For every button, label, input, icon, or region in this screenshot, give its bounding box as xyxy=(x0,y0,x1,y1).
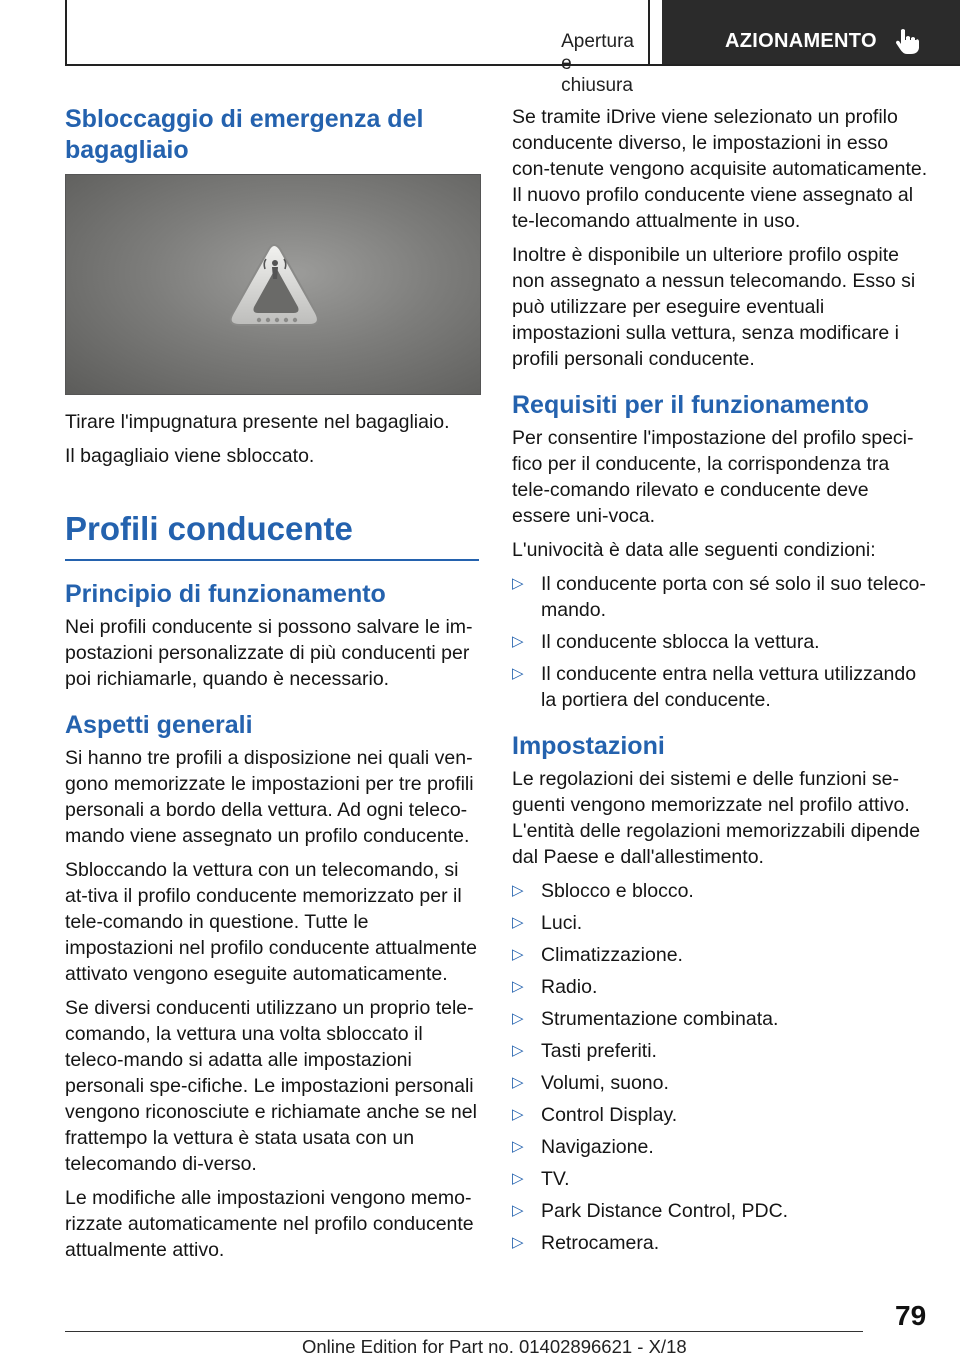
list-item xyxy=(512,1070,928,1096)
paragraph-conditions: L'univocità è data alle seguenti condizioni: xyxy=(512,539,876,561)
page-number: 79 xyxy=(895,1300,927,1331)
list-item-text: Climatizzazione. xyxy=(541,944,683,966)
bullet-triangle-icon: ▷ xyxy=(512,978,524,995)
bullet-triangle-icon: ▷ xyxy=(512,1106,524,1123)
list-item-text: Control Display. xyxy=(541,1104,678,1126)
paragraph-guest-profile: Inoltre è disponibile un ulteriore profilo ospite non assegnato a nessun telecomando. Esso si può utilizzare per eseguire eventuali impostazioni sulla vettura, senza modificare i profili personali conducente. xyxy=(512,244,916,370)
list-item-text: Il conducente porta con sé solo il suo teleco-mando. xyxy=(541,573,926,621)
list-item-text: Retrocamera. xyxy=(541,1232,660,1254)
list-item-text: Navigazione. xyxy=(541,1136,654,1158)
footer-rule xyxy=(65,1331,863,1332)
list-item xyxy=(512,1006,928,1032)
heading-settings: Impostazioni xyxy=(512,732,665,760)
bullet-triangle-icon: ▷ xyxy=(512,1074,524,1091)
list-item xyxy=(512,1102,928,1128)
bullet-triangle-icon: ▷ xyxy=(512,575,524,592)
right-column xyxy=(512,104,928,1264)
list-item xyxy=(512,974,928,1000)
trunk-emergency-handle-photo xyxy=(65,174,481,395)
paragraph-requirements: Per consentire l'impostazione del profilo speci-fico per il conducente, la corrispondenza tra tele-comando rilevato e conducente deve essere uni-voca. xyxy=(512,427,914,527)
settings-list xyxy=(512,878,928,1256)
header-section-label: Apertura e chiusura xyxy=(561,31,634,96)
header-chapter-label: AZIONAMENTO xyxy=(725,30,877,52)
bullet-triangle-icon: ▷ xyxy=(512,1010,524,1027)
heading-requirements: Requisiti per il funzionamento xyxy=(512,391,869,419)
paragraph-general-3: Se diversi conducenti utilizzano un proprio tele-comando, la vettura una volta sbloccato il teleco-mando si adatta alle impostazioni personali spe-cifiche. Le impostazioni personali vengono riconosciute e richiamate anche se nel frattempo la vettura è stata usata con un telecomando di-verso. xyxy=(65,997,477,1175)
paragraph-general-2: Sbloccando la vettura con un telecomando, si at-tiva il profilo conducente memorizzato per il tele-comando in questione. Tutte le impostazioni nel profilo conducente attualmente attivato vengono eseguite automaticamente. xyxy=(65,859,477,985)
list-item-text: Tasti preferiti. xyxy=(541,1040,657,1062)
bullet-triangle-icon: ▷ xyxy=(512,1234,524,1251)
list-item-text: Radio. xyxy=(541,976,598,998)
paragraph-trunk-2: Il bagagliaio viene sbloccato. xyxy=(65,445,315,467)
pointing-hand-icon xyxy=(893,26,923,56)
heading-general: Aspetti generali xyxy=(65,711,253,739)
list-item xyxy=(512,571,928,623)
list-item-text: Luci. xyxy=(541,912,583,934)
heading-driver-profiles: Profili conducente xyxy=(65,510,353,547)
paragraph-idrive: Se tramite iDrive viene selezionato un profilo conducente diverso, le impostazioni in esso con-tenute vengono acquisite automaticamente. Il nuovo profilo conducente viene assegnato al te-lecomando attualmente in uso. xyxy=(512,106,928,232)
bullet-triangle-icon: ▷ xyxy=(512,1170,524,1187)
bullet-triangle-icon: ▷ xyxy=(512,882,524,899)
list-item xyxy=(512,661,928,713)
heading-rule xyxy=(65,559,479,561)
bullet-triangle-icon: ▷ xyxy=(512,914,524,931)
list-item xyxy=(512,629,928,655)
conditions-list xyxy=(512,571,928,713)
heading-trunk-release: Sbloccaggio di emergenza del bagagliaio xyxy=(65,105,424,164)
header-frame-left xyxy=(65,0,67,66)
bullet-triangle-icon: ▷ xyxy=(512,633,524,650)
left-column xyxy=(65,104,479,1271)
list-item xyxy=(512,1038,928,1064)
paragraph-settings: Le regolazioni dei sistemi e delle funzioni se-guenti vengono memorizzate nel profilo attivo. L'entità delle regolazioni memorizzabili dipende dal Paese e dall'allestimento. xyxy=(512,768,921,868)
header-rule xyxy=(65,64,960,66)
heading-principle: Principio di funzionamento xyxy=(65,580,386,608)
list-item-text: Volumi, suono. xyxy=(541,1072,669,1094)
list-item xyxy=(512,1230,928,1256)
list-item xyxy=(512,910,928,936)
footer-edition: Online Edition for Part no. 01402896621 - X/18 xyxy=(302,1336,687,1357)
list-item-text: TV. xyxy=(541,1168,570,1190)
list-item xyxy=(512,1166,928,1192)
paragraph-general-4: Le modifiche alle impostazioni vengono memo-rizzate automaticamente nel profilo conducente attualmente attivo. xyxy=(65,1187,474,1261)
list-item xyxy=(512,942,928,968)
list-item-text: Il conducente sblocca la vettura. xyxy=(541,631,820,653)
list-item-text: Strumentazione combinata. xyxy=(541,1008,779,1030)
bullet-triangle-icon: ▷ xyxy=(512,665,524,682)
paragraph-trunk-1: Tirare l'impugnatura presente nel bagagliaio. xyxy=(65,411,450,433)
paragraph-principle: Nei profili conducente si possono salvare le im-postazioni personalizzate di più conducenti per poi richiamarle, quando è necessario. xyxy=(65,616,473,690)
list-item-text: Il conducente entra nella vettura utilizzando la portiera del conducente. xyxy=(541,663,917,711)
bullet-triangle-icon: ▷ xyxy=(512,946,524,963)
bullet-triangle-icon: ▷ xyxy=(512,1202,524,1219)
bullet-triangle-icon: ▷ xyxy=(512,1042,524,1059)
list-item xyxy=(512,878,928,904)
emergency-release-handle-icon xyxy=(66,175,480,394)
list-item xyxy=(512,1198,928,1224)
paragraph-general-1: Si hanno tre profili a disposizione nei quali ven-gono memorizzate le impostazioni per tre profili personali a bordo della vettura. Ad ogni teleco-mando viene assegnato un profilo conducente. xyxy=(65,747,474,847)
list-item xyxy=(512,1134,928,1160)
bullet-triangle-icon: ▷ xyxy=(512,1138,524,1155)
list-item-text: Park Distance Control, PDC. xyxy=(541,1200,789,1222)
list-item-text: Sblocco e blocco. xyxy=(541,880,694,902)
